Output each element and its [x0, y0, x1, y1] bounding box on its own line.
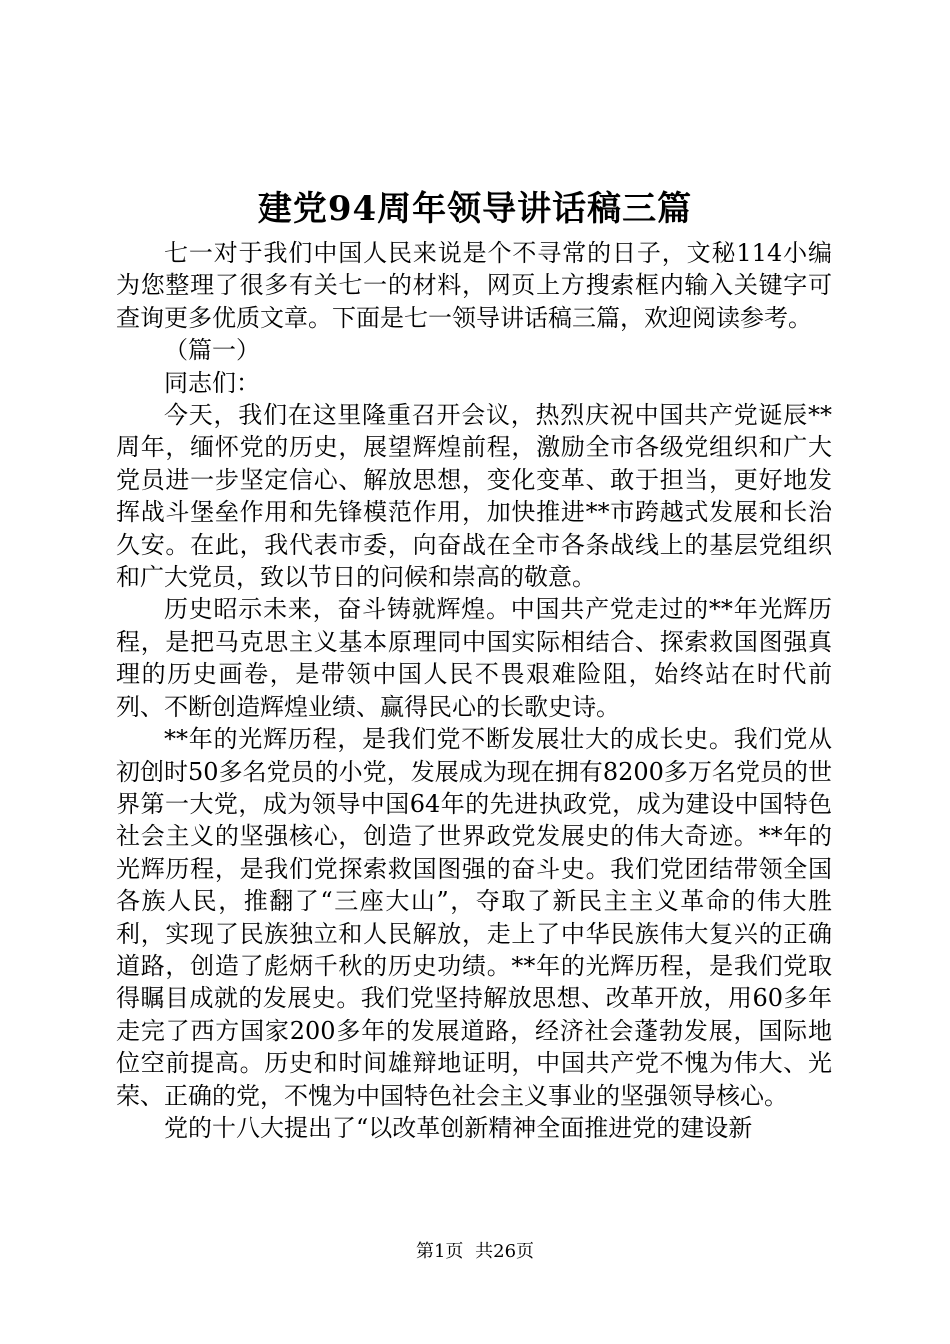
paragraph-body: 历史昭示未来，奋斗铸就辉煌。中国共产党走过的**年光辉历程，是把马克思主义基本原理同中国实际相结合、探索救国图强真理的历史画卷，是带领中国人民不畏艰难险阻，始终站在时代前列、不断创造辉煌业绩、赢得民心的长歌史诗。 [116, 595, 832, 721]
paragraph-salutation: 同志们： [164, 368, 260, 397]
document-title: 建党94周年领导讲话稿三篇 [257, 189, 693, 229]
paragraph-intro: 七一对于我们中国人民来说是个不寻常的日子，文秘114小编为您整理了很多有关七一的材料，网页上方搜索框内输入关键字可查询更多优质文章。下面是七一领导讲话稿三篇，欢迎阅读参考。 [116, 239, 832, 332]
paragraph-body: **年的光辉历程，是我们党不断发展壮大的成长史。我们党从初创时50多名党员的小党，发展成为现在拥有8200多万名党员的世界第一大党，成为领导中国64年的先进执政党，成为建设中国特色社会主义的坚强核心，创造了世界政党发展史的伟大奇迹。**年的光辉历程，是我们党探索救国图强的奋斗史。我们党团结带领全国各族人民，推翻了“三座大山”，夺取了新民主主义革命的伟大胜利，实现了民族独立和人民解放，走上了中华民族伟大复兴的正确道路，创造了彪炳千秋的历史功绩。**年的光辉历程，是我们党取得瞩目成就的发展史。我们党坚持解放思想、改革开放，用60多年走完了西方国家200多年的发展道路，经济社会蓬勃发展，国际地位空前提高。历史和时间雄辩地证明，中国共产党不愧为伟大、光荣、正确的党，不愧为中国特色社会主义事业的坚强领导核心。 [116, 725, 832, 1110]
document-body [116, 237, 832, 1144]
paragraph-body: 今天，我们在这里隆重召开会议，热烈庆祝中国共产党诞辰**周年，缅怀党的历史，展望辉煌前程，激励全市各级党组织和广大党员进一步坚定信心、解放思想，变化变革、敢于担当，更好地发挥战斗堡垒作用和先锋模范作用，加快推进**市跨越式发展和长治久安。在此，我代表市委，向奋战在全市各条战线上的基层党组织和广大党员，致以节日的问候和崇高的敬意。 [116, 401, 832, 592]
page-total: 共26页 [475, 1241, 535, 1262]
page-number: 第1页 [415, 1241, 464, 1262]
page-footer [0, 1240, 950, 1264]
paragraph-body: 党的十八大提出了“以改革创新精神全面推进党的建设新 [164, 1113, 753, 1142]
paragraph-section-heading: （篇一） [164, 336, 260, 365]
